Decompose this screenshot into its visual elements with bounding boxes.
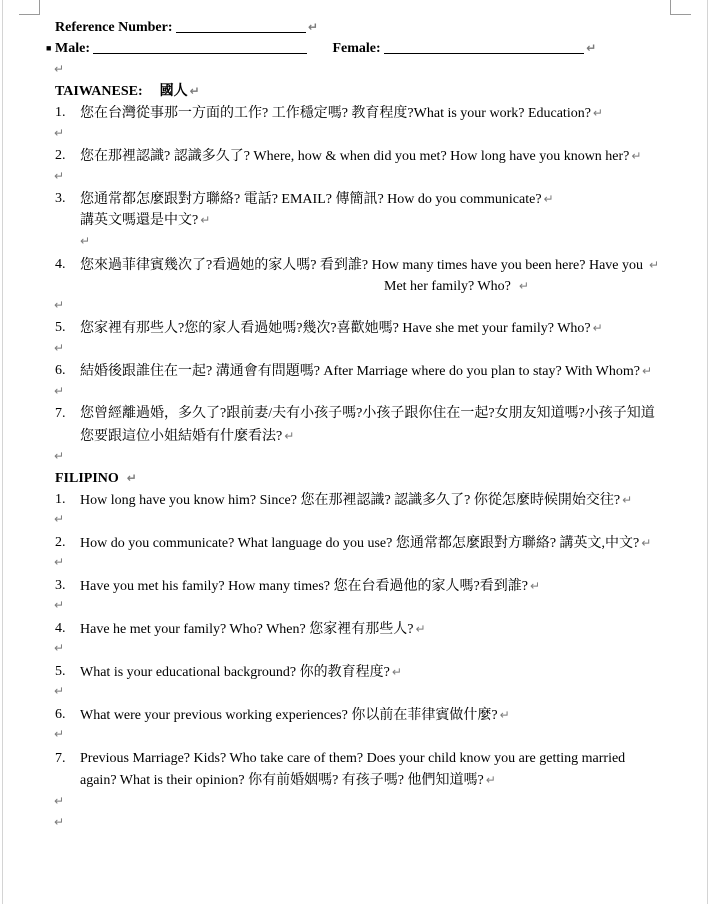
item-number: 1. bbox=[55, 492, 66, 507]
item-number: 5. bbox=[55, 664, 66, 679]
paragraph-mark: ↵ bbox=[54, 62, 65, 76]
item-number: 7. bbox=[55, 406, 66, 421]
paragraph-mark: ↵ bbox=[592, 106, 603, 120]
paragraph-mark: ↵ bbox=[499, 708, 510, 722]
taiwanese-heading-cn: 國人 bbox=[159, 84, 188, 99]
item-text: 結婚後跟誰住在一起? 溝通會有問題嗎? After Marriage where do you plan to stay? With Whom? bbox=[80, 364, 640, 379]
paragraph-mark: ↵ bbox=[284, 429, 295, 443]
paragraph-mark: ↵ bbox=[543, 192, 554, 206]
gender-line bbox=[55, 39, 596, 58]
paragraph-mark: ↵ bbox=[54, 598, 65, 612]
item-text: again? What is their opinion? 你有前婚姻嗎? 有孩子嗎? 他們知道嗎? bbox=[80, 773, 484, 788]
paragraph-mark: ↵ bbox=[54, 384, 65, 398]
item-text: 您要跟這位小姐結婚有什麼看法? bbox=[80, 429, 283, 444]
paragraph-mark: ↵ bbox=[641, 536, 652, 550]
paragraph-mark: ↵ bbox=[80, 234, 91, 248]
paragraph-mark: ↵ bbox=[54, 126, 65, 140]
item-number: 6. bbox=[55, 707, 66, 722]
reference-line bbox=[55, 18, 318, 37]
paragraph-mark: ↵ bbox=[415, 622, 426, 636]
male-label: Male: bbox=[55, 41, 90, 56]
male-blank[interactable] bbox=[93, 39, 307, 54]
paragraph-mark: ↵ bbox=[529, 579, 540, 593]
item-text: How do you communicate? What language do you use? 您通常都怎麼跟對方聯絡? 講英文,中文? bbox=[80, 536, 640, 551]
list-item-continuation bbox=[384, 277, 529, 296]
paragraph-mark: ↵ bbox=[54, 298, 65, 312]
paragraph-mark: ↵ bbox=[54, 555, 65, 569]
paragraph-mark: ↵ bbox=[586, 41, 597, 55]
taiwanese-heading bbox=[55, 82, 200, 101]
item-text: 您在台灣從事那一方面的工作? 工作穩定嗎? 教育程度?What is your work? Education? bbox=[80, 106, 591, 121]
item-text: 您通常都怎麼跟對方聯絡? 電話? EMAIL? 傳簡訊? How do you communicate? bbox=[80, 192, 542, 207]
reference-label: Reference Number: bbox=[55, 20, 173, 35]
paragraph-mark: ↵ bbox=[592, 321, 603, 335]
item-number: 6. bbox=[55, 363, 66, 378]
item-text: 您家裡有那些人?您的家人看過她嗎?幾次?喜歡她嗎? Have she met your family? Who? bbox=[80, 321, 591, 336]
item-text: 您在那裡認識? 認識多久了? Where, how & when did you met? How long have you known her? bbox=[80, 149, 630, 164]
female-blank[interactable] bbox=[384, 39, 584, 54]
paragraph-mark: ↵ bbox=[391, 665, 402, 679]
item-number: 4. bbox=[55, 621, 66, 636]
paragraph-mark: ↵ bbox=[54, 727, 65, 741]
item-text: Previous Marriage? Kids? Who take care of them? Does your child know you are getting married bbox=[80, 751, 626, 766]
item-number: 4. bbox=[55, 257, 66, 272]
item-text: 您來過菲律賓幾次了?看過她的家人嗎? 看到誰? How many times have you been here? Have you bbox=[80, 258, 643, 273]
paragraph-mark: ↵ bbox=[189, 84, 200, 98]
paragraph-mark: ↵ bbox=[622, 493, 633, 507]
paragraph-mark: ↵ bbox=[200, 213, 211, 227]
bullet-square-icon: ■ bbox=[46, 43, 52, 53]
item-text: What is your educational background? 你的教育程度? bbox=[80, 665, 390, 680]
item-number: 5. bbox=[55, 320, 66, 335]
paragraph-mark: ↵ bbox=[631, 149, 642, 163]
item-number: 2. bbox=[55, 148, 66, 163]
paragraph-mark: ↵ bbox=[308, 20, 319, 34]
item-number: 3. bbox=[55, 578, 66, 593]
paragraph-mark: ↵ bbox=[54, 641, 65, 655]
paragraph-mark: ↵ bbox=[54, 512, 65, 526]
item-number: 3. bbox=[55, 191, 66, 206]
reference-blank[interactable] bbox=[176, 18, 306, 33]
filipino-heading-text: FILIPINO bbox=[55, 471, 119, 486]
item-number: 7. bbox=[55, 751, 66, 766]
paragraph-mark: ↵ bbox=[518, 279, 529, 293]
paragraph-mark: ↵ bbox=[54, 169, 65, 183]
item-text: What were your previous working experiences? 你以前在菲律賓做什麼? bbox=[80, 708, 498, 723]
item-text: How long have you know him? Since? 您在那裡認識? 認識多久了? 你從怎麼時候開始交往? bbox=[80, 493, 621, 508]
paragraph-mark: ↵ bbox=[54, 341, 65, 355]
item-number: 1. bbox=[55, 105, 66, 120]
item-text: 講英文嗎還是中文? bbox=[80, 213, 199, 228]
filipino-heading bbox=[55, 469, 137, 488]
paragraph-mark: ↵ bbox=[641, 364, 653, 378]
paragraph-mark: ↵ bbox=[485, 773, 496, 787]
paragraph-mark: ↵ bbox=[54, 684, 65, 698]
paragraph-mark: ↵ bbox=[649, 258, 660, 272]
item-text: Have you met his family? How many times? 您在台看過他的家人嗎?看到誰? bbox=[80, 579, 528, 594]
female-label: Female: bbox=[332, 41, 381, 56]
paragraph-mark: ↵ bbox=[54, 794, 65, 808]
item-text: 您曾經離過婚，多久了?跟前妻/夫有小孩子嗎?小孩子跟你住在一起?女朋友知道嗎?小孩子知道 bbox=[80, 406, 655, 421]
paragraph-mark: ↵ bbox=[54, 449, 65, 463]
item-number: 2. bbox=[55, 535, 66, 550]
item-text: Met her family? Who? bbox=[384, 279, 511, 294]
taiwanese-heading-text: TAIWANESE: bbox=[55, 84, 143, 99]
paragraph-mark: ↵ bbox=[126, 471, 137, 485]
item-text: Have he met your family? Who? When? 您家裡有那些人? bbox=[80, 622, 414, 637]
paragraph-mark: ↵ bbox=[54, 815, 65, 829]
